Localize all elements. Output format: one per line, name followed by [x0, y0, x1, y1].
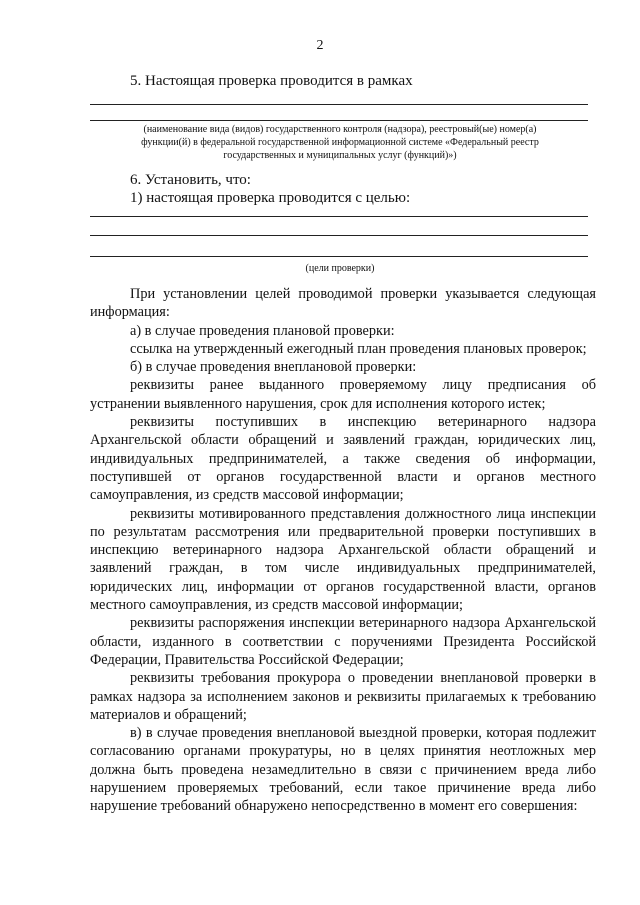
fill-line — [90, 235, 588, 236]
paragraph: реквизиты ранее выданного проверяемому лицу предписания об устранении выявленного нарушения, срок для исполнения которого истек; — [90, 377, 596, 412]
paragraph: реквизиты поступивших в инспекцию ветеринарного надзора Архангельской области обращений и заявлений граждан, юридических лиц, индивидуальных предпринимателей, а также сведения об информации, поступившей от органов государственной власти и органов местного самоуправления, из средств массовой информации; — [90, 414, 596, 504]
caption-control-type — [90, 123, 590, 162]
paragraph: б) в случае проведения внеплановой проверки: — [130, 359, 417, 376]
body-text — [90, 285, 596, 816]
caption-line: (наименование вида (видов) государственного контроля (надзора), реестровый(ые) номер(а) — [143, 124, 537, 135]
page-number: 2 — [316, 38, 324, 53]
paragraph: а) в случае проведения плановой проверки: — [130, 322, 395, 339]
paragraph: При установлении целей проводимой проверки указывается следующая информация: — [90, 286, 596, 321]
caption-line: функции(й) в федеральной государственной информационной системе «Федеральный реестр — [141, 137, 539, 148]
paragraph: ссылка на утвержденный ежегодный план проведения плановых проверок; — [130, 340, 587, 357]
item-6-text: 6. Установить, что: — [130, 172, 251, 188]
paragraph: реквизиты распоряжения инспекции ветеринарного надзора Архангельской области, изданного в соответствии с поручениями Президента Российской Федерации, Правительства Российской Федерации; — [90, 615, 596, 668]
fill-line — [90, 120, 588, 121]
paragraph: реквизиты мотивированного представления должностного лица инспекции по результатам рассмотрения или предварительной проверки поступивших в инспекцию ветеринарного надзора Архангельской области обращений и заявлений граждан, в том числе индивидуальных предпринимателей, юридических лиц, информации от органов государственной власти, органов местного самоуправления, из средств массовой информации; — [90, 505, 596, 614]
paragraph: реквизиты требования прокурора о проведении внеплановой проверки в рамках надзора за исполнением законов и реквизиты прилагаемых к требованию материалов и обращений; — [90, 670, 596, 723]
item-5-text: 5. Настоящая проверка проводится в рамках — [130, 73, 413, 89]
caption-goals: (цели проверки) — [305, 263, 375, 274]
fill-line — [90, 216, 588, 217]
fill-line — [90, 256, 588, 257]
paragraph: в) в случае проведения внеплановой выездной проверки, которая подлежит согласованию органами прокуратуры, но в целях принятия неотложных мер должна быть проведена незамедлительно в связи с причинением вреда либо нарушением проверяемых требований, если такое причинение вреда либо нарушение требований обнаружено непосредственно в момент его совершения: — [90, 725, 596, 815]
caption-line: государственных и муниципальных услуг (функций)») — [223, 150, 457, 161]
fill-line — [90, 104, 588, 105]
item-6-1-text: 1) настоящая проверка проводится с целью: — [130, 190, 411, 206]
